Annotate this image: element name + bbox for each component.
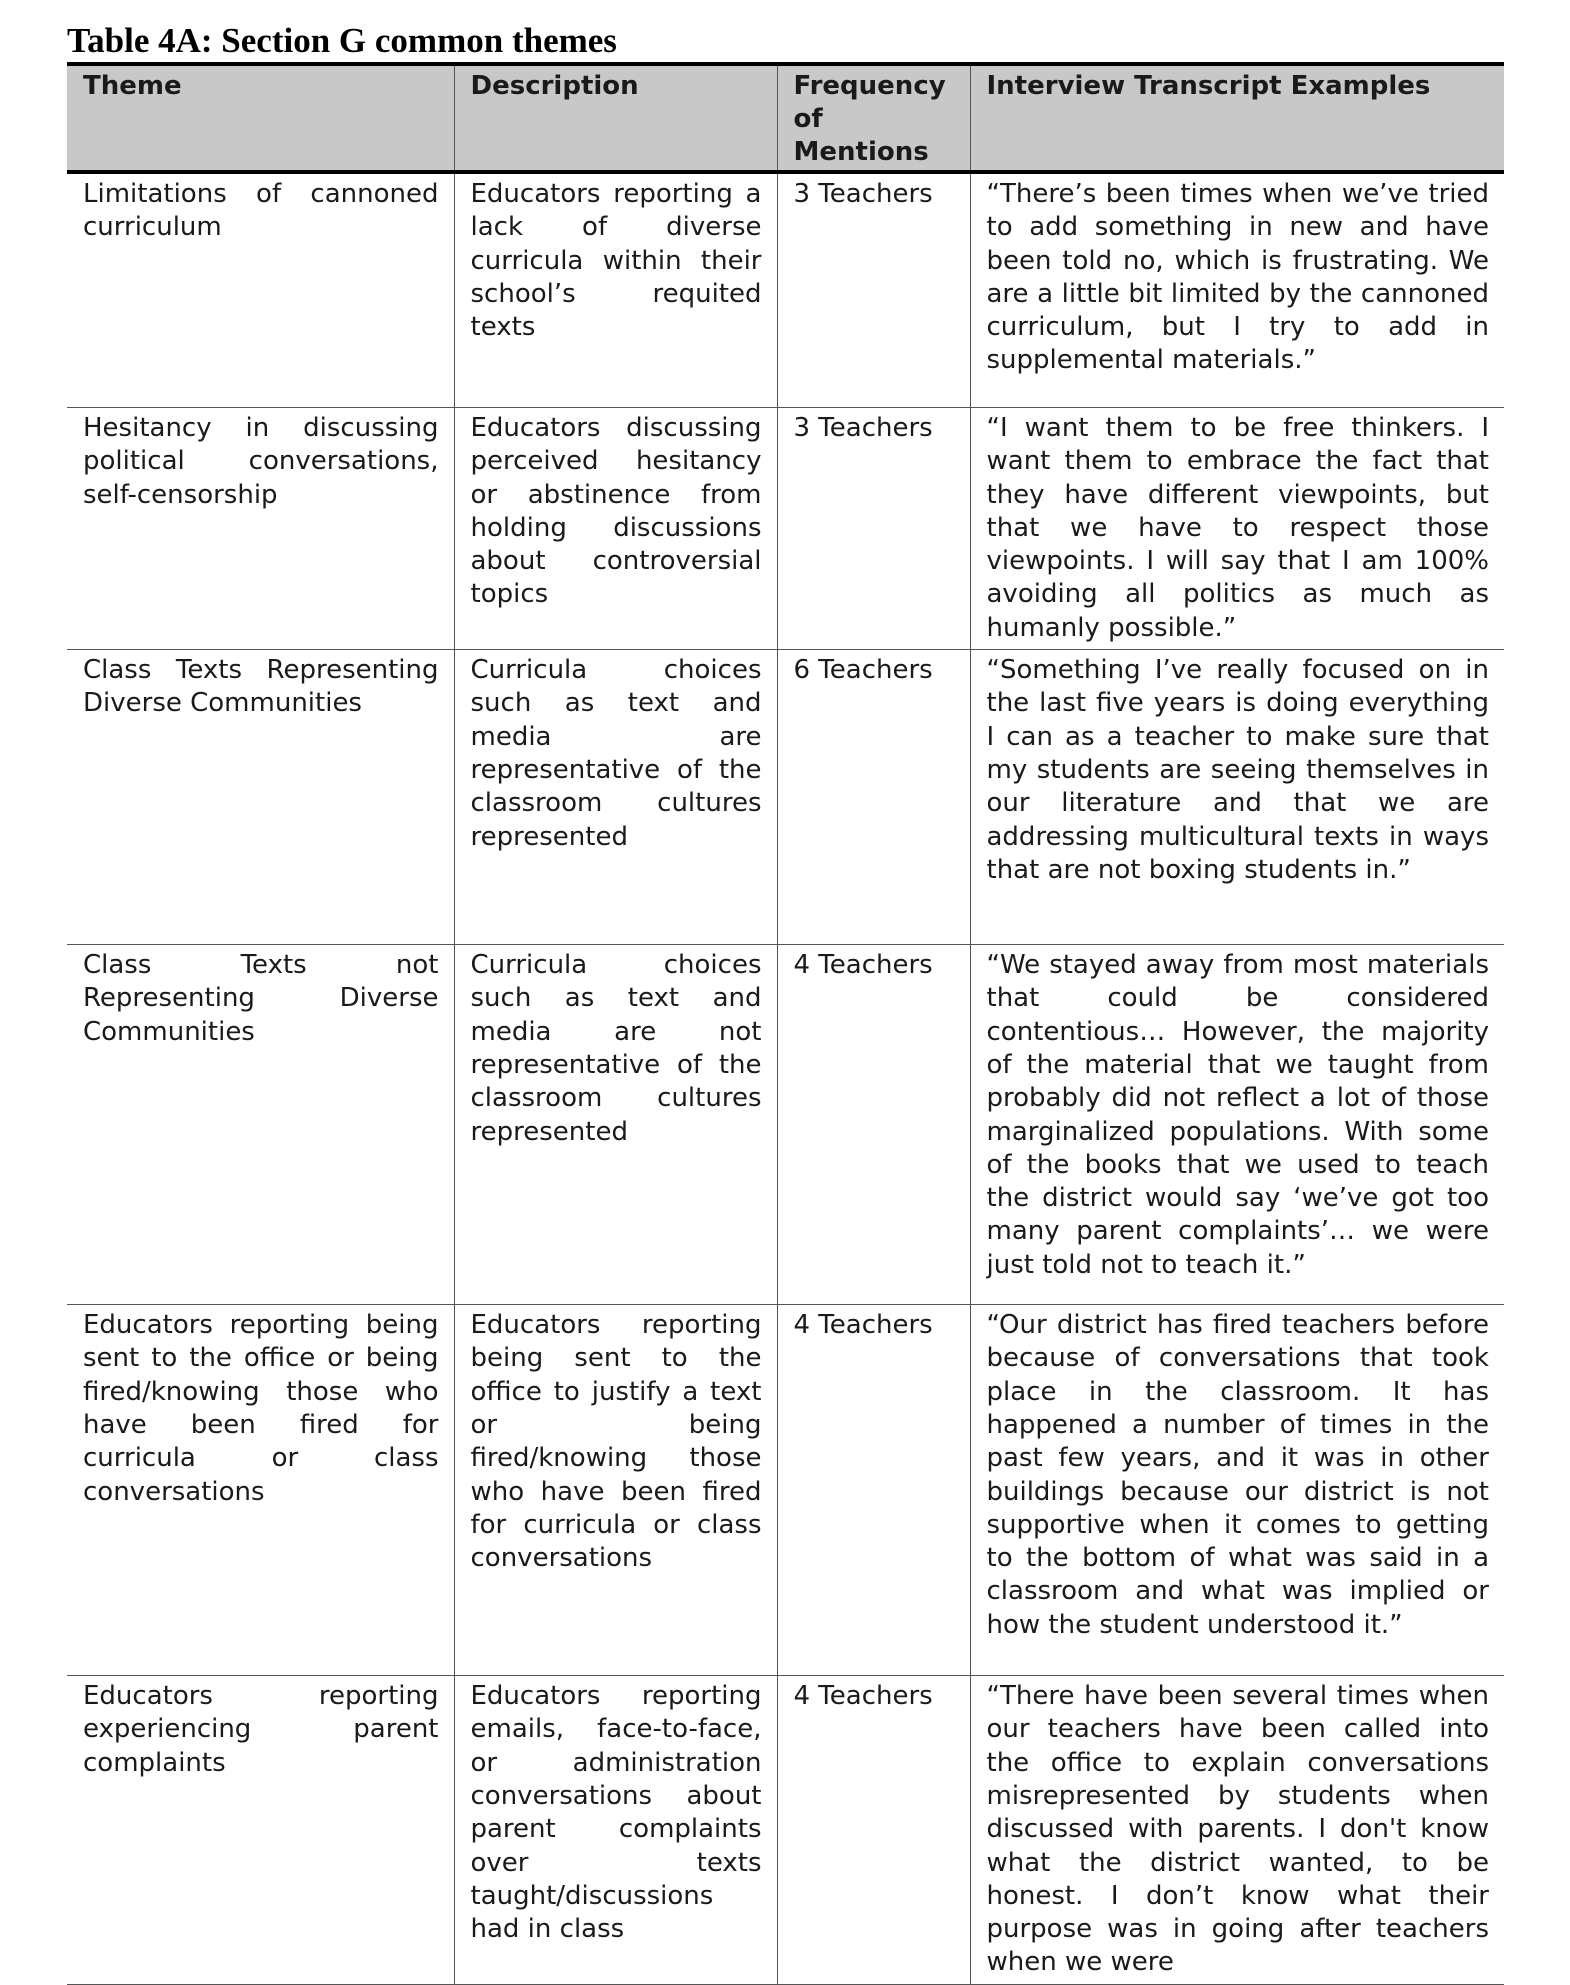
header-frequency: Frequency of Mentions	[777, 64, 970, 172]
table-header-row	[67, 64, 1504, 172]
table-row	[67, 650, 1504, 945]
example-cell: “I want them to be free thinkers. I want them to embrace the fact that they have different viewpoints, but that we have to respect those viewpoints. I will say that I am 100% avoiding all politics as much as humanly possible.”	[970, 408, 1504, 650]
theme-cell: Educators reporting being sent to the office or being fired/knowing those who have been fired for curricula or class conversations	[67, 1305, 454, 1676]
example-cell: “We stayed away from most materials that could be considered contentious… However, the majority of the material that we taught from probably did not reflect a lot of those marginalized populations. With some of the books that we used to teach the district would say ‘we’ve got too many parent complaints’… we were just told not to teach it.”	[970, 945, 1504, 1305]
table-row	[67, 945, 1504, 1305]
theme-cell: Class Texts Representing Diverse Communities	[67, 650, 454, 945]
description-cell: Curricula choices such as text and media are not representative of the classroom cultures represented	[454, 945, 777, 1305]
example-cell: “Our district has fired teachers before because of conversations that took place in the classroom. It has happened a number of times in the past few years, and it was in other buildings because our district is not supportive when it comes to getting to the bottom of what was said in a classroom and what was implied or how the student understood it.”	[970, 1305, 1504, 1676]
frequency-cell: 4 Teachers	[777, 945, 970, 1305]
theme-cell: Hesitancy in discussing political conversations, self-censorship	[67, 408, 454, 650]
header-theme: Theme	[67, 64, 454, 172]
table-row	[67, 1305, 1504, 1676]
frequency-cell: 3 Teachers	[777, 172, 970, 408]
example-cell: “There’s been times when we’ve tried to add something in new and have been told no, which is frustrating. We are a little bit limited by the cannoned curriculum, but I try to add in supplemental materials.”	[970, 172, 1504, 408]
table-row	[67, 172, 1504, 408]
theme-cell: Educators reporting experiencing parent complaints	[67, 1676, 454, 1985]
frequency-cell: 6 Teachers	[777, 650, 970, 945]
example-cell: “There have been several times when our teachers have been called into the office to explain conversations misrepresented by students when discussed with parents. I don't know what the district wanted, to be honest. I don’t know what their purpose was in going after teachers when we were	[970, 1676, 1504, 1985]
table-title: Table 4A: Section G common themes	[67, 21, 617, 60]
example-cell: “Something I’ve really focused on in the last five years is doing everything I can as a teacher to make sure that my students are seeing themselves in our literature and that we are addressing multicultural texts in ways that are not boxing students in.”	[970, 650, 1504, 945]
theme-cell: Class Texts not Representing Diverse Communities	[67, 945, 454, 1305]
description-cell: Educators reporting being sent to the office to justify a text or being fired/knowing those who have been fired for curricula or class conversations	[454, 1305, 777, 1676]
table-row	[67, 1676, 1504, 1985]
theme-cell: Limitations of cannoned curriculum	[67, 172, 454, 408]
themes-table	[67, 62, 1504, 1985]
header-description: Description	[454, 64, 777, 172]
header-examples: Interview Transcript Examples	[970, 64, 1504, 172]
document-page	[67, 20, 1504, 1985]
table-row	[67, 408, 1504, 650]
description-cell: Educators discussing perceived hesitancy or abstinence from holding discussions about controversial topics	[454, 408, 777, 650]
frequency-cell: 3 Teachers	[777, 408, 970, 650]
description-cell: Educators reporting a lack of diverse curricula within their school’s requited texts	[454, 172, 777, 408]
description-cell: Curricula choices such as text and media are representative of the classroom cultures represented	[454, 650, 777, 945]
description-cell: Educators reporting emails, face-to-face, or administration conversations about parent complaints over texts taught/discussions had in class	[454, 1676, 777, 1985]
frequency-cell: 4 Teachers	[777, 1305, 970, 1676]
frequency-cell: 4 Teachers	[777, 1676, 970, 1985]
